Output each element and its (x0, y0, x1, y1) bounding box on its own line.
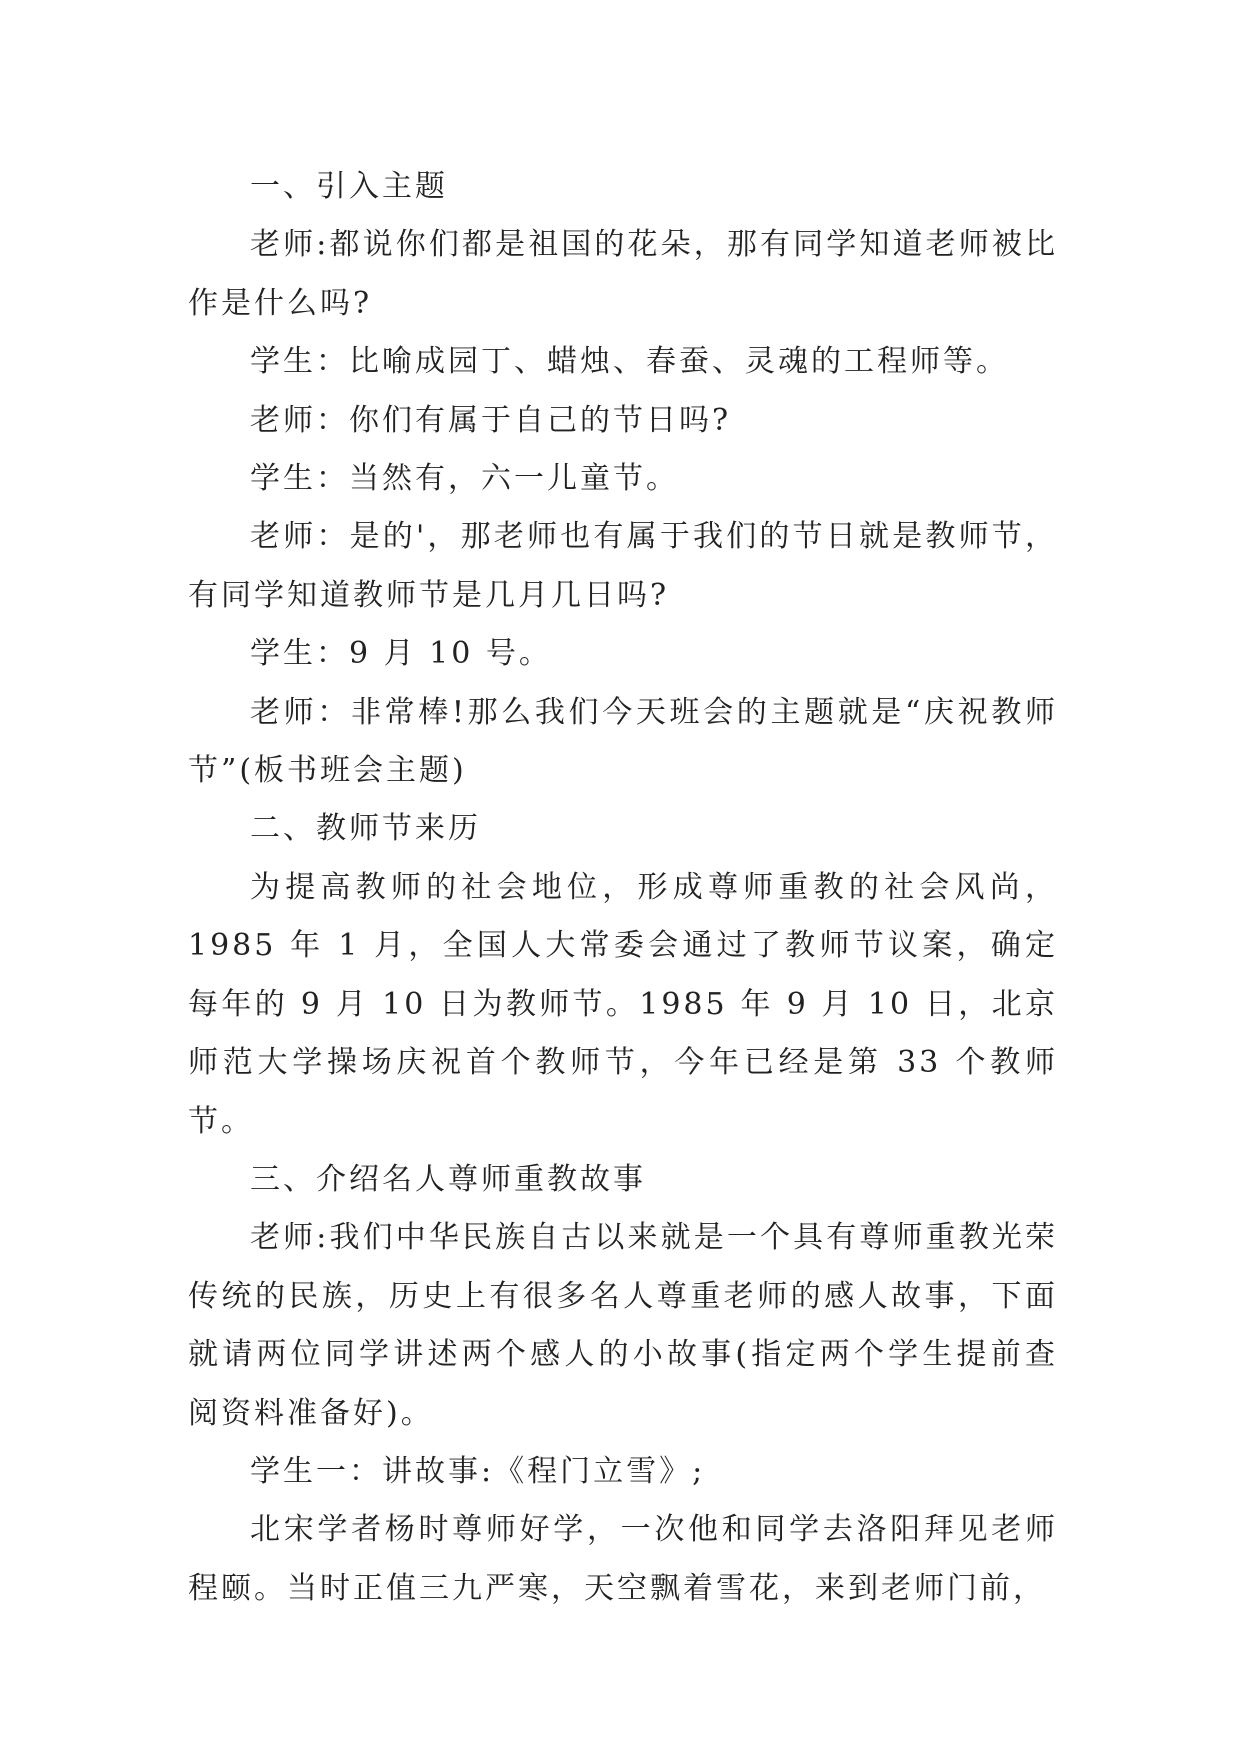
body-paragraph: 北宋学者杨时尊师好学，一次他和同学去洛阳拜见老师程颐。当时正值三九严寒，天空飘着雪花，来到老师门前， (188, 1512, 1058, 1606)
body-paragraph: 为提高教师的社会地位，形成尊师重教的社会风尚，1985 年 1 月，全国人大常委会通过了教师节议案，确定每年的 9 月 10 日为教师节。1985 年 9 月 10 日，北京师范大学操场庆祝首个教师节，今年已经是第 33 个教师节。 (188, 869, 1058, 1139)
dialogue-student: 学生：比喻成园丁、蜡烛、春蚕、灵魂的工程师等。 (250, 344, 1009, 380)
dialogue-student: 学生一：讲故事:《程门立雪》; (250, 1453, 706, 1489)
dialogue-teacher: 老师：非常棒!那么我们今天班会的主题就是“庆祝教师节”(板书班会主题) (188, 694, 1058, 789)
section-heading-stories: 三、介绍名人尊师重教故事 (250, 1161, 646, 1197)
section-heading-intro: 一、引入主题 (250, 169, 448, 204)
document-page (188, 158, 1058, 1618)
dialogue-teacher: 老师：是的'，那老师也有属于我们的节日就是教师节，有同学知道教师节是几月几日吗? (188, 519, 1058, 613)
dialogue-student: 学生：当然有，六一儿童节。 (250, 461, 679, 497)
section-heading-origin: 二、教师节来历 (250, 811, 481, 847)
dialogue-student: 学生：9 月 10 号。 (250, 636, 552, 672)
dialogue-teacher: 老师：你们有属于自己的节日吗? (250, 402, 732, 438)
dialogue-teacher: 老师:我们中华民族自古以来就是一个具有尊师重教光荣传统的民族，历史上有很多名人尊重老师的感人故事，下面就请两位同学讲述两个感人的小故事(指定两个学生提前查阅资料准备好)。 (188, 1220, 1058, 1431)
dialogue-teacher: 老师:都说你们都是祖国的花朵，那有同学知道老师被比作是什么吗? (188, 227, 1058, 321)
